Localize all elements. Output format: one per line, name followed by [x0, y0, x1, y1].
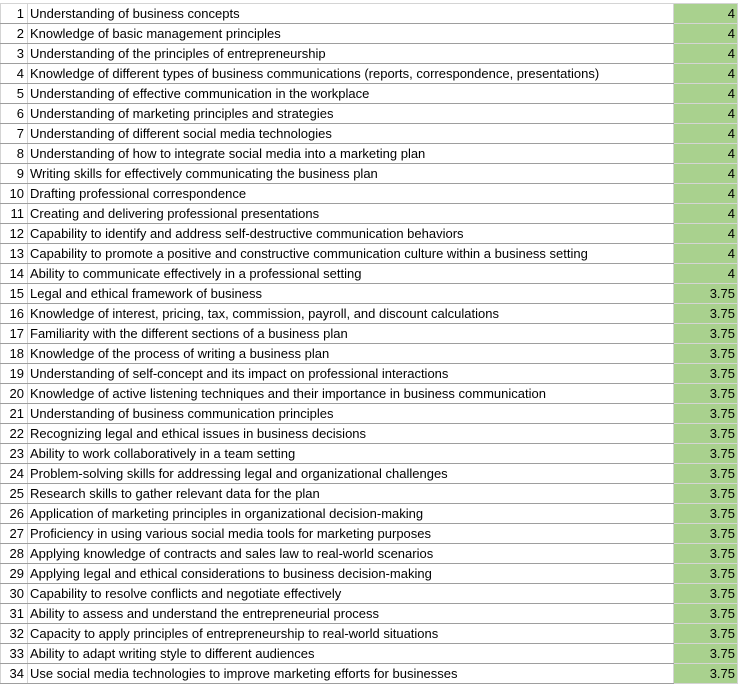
score-cell[interactable]: 4 [674, 184, 738, 204]
table-row [1, 484, 738, 504]
table-row [1, 624, 738, 644]
score-cell[interactable]: 4 [674, 44, 738, 64]
score-cell[interactable]: 3.75 [674, 564, 738, 584]
data-table [0, 3, 738, 684]
competency-label-cell[interactable]: Ability to adapt writing style to different audiences [28, 644, 674, 664]
score-cell[interactable]: 4 [674, 204, 738, 224]
competency-label-cell[interactable]: Creating and delivering professional presentations [28, 204, 674, 224]
table-row [1, 124, 738, 144]
score-cell[interactable]: 3.75 [674, 644, 738, 664]
score-cell[interactable]: 4 [674, 244, 738, 264]
competency-label-cell[interactable]: Knowledge of active listening techniques and their importance in business communication [28, 384, 674, 404]
table-row [1, 644, 738, 664]
row-number-cell[interactable]: 13 [1, 244, 28, 264]
row-number-cell[interactable]: 9 [1, 164, 28, 184]
table-row [1, 304, 738, 324]
table-row [1, 344, 738, 364]
score-cell[interactable]: 3.75 [674, 664, 738, 684]
competency-label-cell[interactable]: Understanding of business communication principles [28, 404, 674, 424]
row-number-cell[interactable]: 7 [1, 124, 28, 144]
row-number-cell[interactable]: 26 [1, 504, 28, 524]
competency-label-cell[interactable]: Capability to identify and address self-destructive communication behaviors [28, 224, 674, 244]
table-row [1, 204, 738, 224]
row-number-cell[interactable]: 6 [1, 104, 28, 124]
score-cell[interactable]: 3.75 [674, 524, 738, 544]
row-number-cell[interactable]: 16 [1, 304, 28, 324]
row-number-cell[interactable]: 21 [1, 404, 28, 424]
competency-label-cell[interactable]: Applying knowledge of contracts and sales law to real-world scenarios [28, 544, 674, 564]
row-number-cell[interactable]: 10 [1, 184, 28, 204]
table-row [1, 664, 738, 684]
competency-label-cell[interactable]: Ability to work collaboratively in a team setting [28, 444, 674, 464]
competency-label-cell[interactable]: Understanding of how to integrate social media into a marketing plan [28, 144, 674, 164]
table-row [1, 424, 738, 444]
competency-label-cell[interactable]: Knowledge of basic management principles [28, 24, 674, 44]
competency-label-cell[interactable]: Use social media technologies to improve marketing efforts for businesses [28, 664, 674, 684]
row-number-cell[interactable]: 11 [1, 204, 28, 224]
row-number-cell[interactable]: 19 [1, 364, 28, 384]
table-row [1, 504, 738, 524]
competency-label-cell[interactable]: Understanding of the principles of entrepreneurship [28, 44, 674, 64]
score-cell[interactable]: 3.75 [674, 404, 738, 424]
table-row [1, 264, 738, 284]
table-row [1, 24, 738, 44]
score-cell[interactable]: 3.75 [674, 444, 738, 464]
table-row [1, 224, 738, 244]
row-number-cell[interactable]: 17 [1, 324, 28, 344]
row-number-cell[interactable]: 27 [1, 524, 28, 544]
row-number-cell[interactable]: 2 [1, 24, 28, 44]
row-number-cell[interactable]: 5 [1, 84, 28, 104]
row-number-cell[interactable]: 29 [1, 564, 28, 584]
score-cell[interactable]: 3.75 [674, 624, 738, 644]
table-row [1, 524, 738, 544]
table-row [1, 444, 738, 464]
score-cell[interactable]: 4 [674, 124, 738, 144]
score-cell[interactable]: 4 [674, 264, 738, 284]
table-row [1, 564, 738, 584]
row-number-cell[interactable]: 3 [1, 44, 28, 64]
row-number-cell[interactable]: 30 [1, 584, 28, 604]
score-cell[interactable]: 3.75 [674, 604, 738, 624]
row-number-cell[interactable]: 32 [1, 624, 28, 644]
row-number-cell[interactable]: 4 [1, 64, 28, 84]
score-cell[interactable]: 3.75 [674, 324, 738, 344]
table-row [1, 404, 738, 424]
competency-label-cell[interactable]: Understanding of business concepts [28, 4, 674, 24]
row-number-cell[interactable]: 33 [1, 644, 28, 664]
score-cell[interactable]: 4 [674, 104, 738, 124]
competency-label-cell[interactable]: Proficiency in using various social media tools for marketing purposes [28, 524, 674, 544]
score-cell[interactable]: 4 [674, 84, 738, 104]
table-row [1, 584, 738, 604]
competency-label-cell[interactable]: Writing skills for effectively communicating the business plan [28, 164, 674, 184]
row-number-cell[interactable]: 23 [1, 444, 28, 464]
competency-label-cell[interactable]: Ability to assess and understand the entrepreneurial process [28, 604, 674, 624]
row-number-cell[interactable]: 22 [1, 424, 28, 444]
table-row [1, 84, 738, 104]
score-cell[interactable]: 3.75 [674, 384, 738, 404]
score-cell[interactable]: 3.75 [674, 544, 738, 564]
score-cell[interactable]: 4 [674, 24, 738, 44]
competency-label-cell[interactable]: Understanding of different social media technologies [28, 124, 674, 144]
score-cell[interactable]: 3.75 [674, 464, 738, 484]
table-row [1, 284, 738, 304]
table-row [1, 324, 738, 344]
score-cell[interactable]: 3.75 [674, 504, 738, 524]
competency-label-cell[interactable]: Capacity to apply principles of entrepreneurship to real-world situations [28, 624, 674, 644]
table-row [1, 4, 738, 24]
competency-label-cell[interactable]: Recognizing legal and ethical issues in business decisions [28, 424, 674, 444]
table-row [1, 244, 738, 264]
competency-label-cell[interactable]: Familiarity with the different sections of a business plan [28, 324, 674, 344]
row-number-cell[interactable]: 25 [1, 484, 28, 504]
table-row [1, 544, 738, 564]
competency-label-cell[interactable]: Problem-solving skills for addressing legal and organizational challenges [28, 464, 674, 484]
competency-label-cell[interactable]: Understanding of marketing principles and strategies [28, 104, 674, 124]
row-number-cell[interactable]: 1 [1, 4, 28, 24]
competency-label-cell[interactable]: Research skills to gather relevant data for the plan [28, 484, 674, 504]
table-row [1, 164, 738, 184]
table-row [1, 464, 738, 484]
competency-label-cell[interactable]: Knowledge of different types of business communications (reports, correspondence, presentations) [28, 64, 674, 84]
score-cell[interactable]: 3.75 [674, 364, 738, 384]
row-number-cell[interactable]: 31 [1, 604, 28, 624]
score-cell[interactable]: 3.75 [674, 304, 738, 324]
score-cell[interactable]: 4 [674, 64, 738, 84]
row-number-cell[interactable]: 18 [1, 344, 28, 364]
score-cell[interactable]: 4 [674, 4, 738, 24]
table-row [1, 144, 738, 164]
competency-label-cell[interactable]: Application of marketing principles in organizational decision-making [28, 504, 674, 524]
competency-label-cell[interactable]: Ability to communicate effectively in a professional setting [28, 264, 674, 284]
score-cell[interactable]: 3.75 [674, 424, 738, 444]
table-row [1, 64, 738, 84]
competency-label-cell[interactable]: Drafting professional correspondence [28, 184, 674, 204]
table-row [1, 184, 738, 204]
score-cell[interactable]: 3.75 [674, 584, 738, 604]
table-row [1, 604, 738, 624]
row-number-cell[interactable]: 28 [1, 544, 28, 564]
table-row [1, 364, 738, 384]
row-number-cell[interactable]: 34 [1, 664, 28, 684]
row-number-cell[interactable]: 20 [1, 384, 28, 404]
competency-label-cell[interactable]: Legal and ethical framework of business [28, 284, 674, 304]
score-cell[interactable]: 3.75 [674, 344, 738, 364]
row-number-cell[interactable]: 24 [1, 464, 28, 484]
row-number-cell[interactable]: 14 [1, 264, 28, 284]
competency-label-cell[interactable]: Understanding of effective communication in the workplace [28, 84, 674, 104]
competency-label-cell[interactable]: Knowledge of the process of writing a business plan [28, 344, 674, 364]
table-row [1, 44, 738, 64]
competency-label-cell[interactable]: Capability to promote a positive and constructive communication culture within a business setting [28, 244, 674, 264]
table-row [1, 384, 738, 404]
score-cell[interactable]: 4 [674, 224, 738, 244]
table-row [1, 104, 738, 124]
score-cell[interactable]: 3.75 [674, 284, 738, 304]
score-cell[interactable]: 4 [674, 164, 738, 184]
row-number-cell[interactable]: 15 [1, 284, 28, 304]
row-number-cell[interactable]: 8 [1, 144, 28, 164]
row-number-cell[interactable]: 12 [1, 224, 28, 244]
score-cell[interactable]: 3.75 [674, 484, 738, 504]
score-cell[interactable]: 4 [674, 144, 738, 164]
table-body [1, 4, 738, 684]
competency-label-cell[interactable]: Capability to resolve conflicts and negotiate effectively [28, 584, 674, 604]
competency-label-cell[interactable]: Applying legal and ethical considerations to business decision-making [28, 564, 674, 584]
competency-label-cell[interactable]: Knowledge of interest, pricing, tax, commission, payroll, and discount calculations [28, 304, 674, 324]
competency-label-cell[interactable]: Understanding of self-concept and its impact on professional interactions [28, 364, 674, 384]
